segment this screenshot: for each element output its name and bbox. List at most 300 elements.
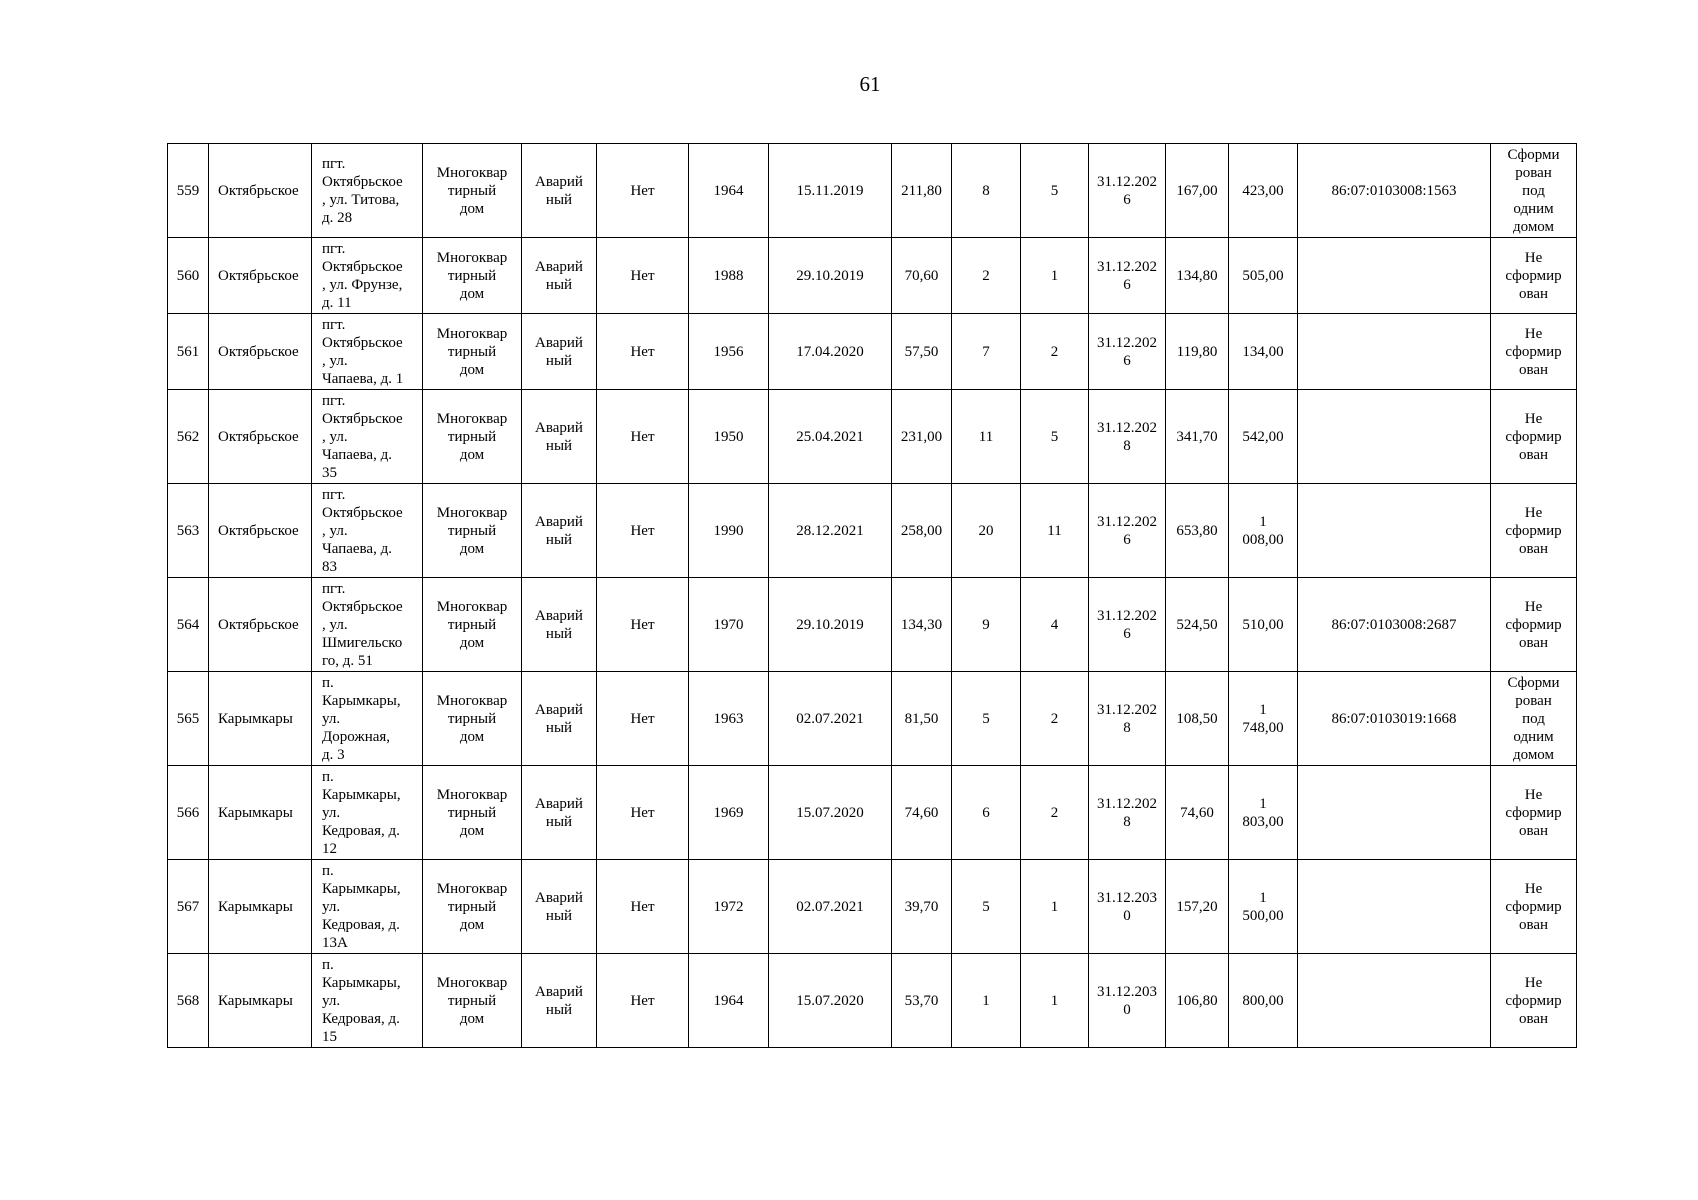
condition-cell — [522, 766, 597, 860]
deadline-cell — [1089, 860, 1166, 954]
address-cell — [312, 390, 423, 484]
building-type-cell — [423, 314, 522, 390]
year-cell — [689, 484, 769, 578]
decision-date-cell-text: 25.04.2021 — [796, 428, 864, 445]
residents-cell — [952, 144, 1021, 238]
row-number — [168, 144, 209, 238]
units-cell-text: 4 — [1050, 616, 1059, 633]
area-cell — [892, 144, 952, 238]
year-cell-text: 1964 — [713, 182, 744, 199]
cost-cell — [1229, 390, 1298, 484]
condition-cell — [522, 314, 597, 390]
units-cell — [1021, 144, 1089, 238]
row-number — [168, 672, 209, 766]
units-cell — [1021, 314, 1089, 390]
cost-cell — [1229, 484, 1298, 578]
municipality-cell-text: Октябрьское — [218, 522, 299, 539]
total-area-cell-text: 134,80 — [1176, 267, 1218, 284]
housing-registry-table — [167, 143, 1577, 1048]
land-status-cell-text: Не сформир ован — [1505, 325, 1562, 378]
deadline-cell — [1089, 314, 1166, 390]
decision-date-cell-text: 15.07.2020 — [796, 804, 864, 821]
cost-cell-text: 1 748,00 — [1242, 701, 1284, 736]
units-cell — [1021, 578, 1089, 672]
land-status-cell-text: Сформи рован под одним домом — [1507, 146, 1560, 235]
land-status-cell — [1491, 766, 1577, 860]
row-number — [168, 390, 209, 484]
address-cell-text: пгт. Октябрьское , ул. Шмигельско го, д. 51 — [322, 580, 403, 669]
building-type-cell — [423, 766, 522, 860]
cost-cell — [1229, 672, 1298, 766]
area-cell — [892, 766, 952, 860]
cost-cell — [1229, 766, 1298, 860]
deadline-cell-text: 31.12.2030 — [1097, 983, 1157, 1018]
condition-cell-text: Аварий ный — [535, 258, 583, 293]
row-number-text: 561 — [176, 343, 200, 360]
flag-cell-text: Нет — [630, 710, 655, 727]
land-status-cell — [1491, 144, 1577, 238]
area-cell-text: 74,60 — [904, 804, 939, 821]
building-type-cell — [423, 144, 522, 238]
units-cell-text: 1 — [1050, 898, 1059, 915]
condition-cell — [522, 238, 597, 314]
flag-cell — [597, 390, 689, 484]
address-cell-text: п. Карымкары, ул. Дорожная, д. 3 — [322, 674, 401, 763]
table-row — [168, 672, 1577, 766]
residents-cell — [952, 314, 1021, 390]
area-cell — [892, 954, 952, 1048]
condition-cell-text: Аварий ный — [535, 983, 583, 1018]
deadline-cell — [1089, 484, 1166, 578]
decision-date-cell — [769, 238, 892, 314]
building-type-cell — [423, 578, 522, 672]
area-cell-text: 39,70 — [904, 898, 939, 915]
year-cell — [689, 144, 769, 238]
decision-date-cell — [769, 390, 892, 484]
total-area-cell — [1166, 238, 1229, 314]
land-status-cell-text: Не сформир ован — [1505, 880, 1562, 933]
deadline-cell — [1089, 238, 1166, 314]
deadline-cell — [1089, 954, 1166, 1048]
table-row — [168, 860, 1577, 954]
units-cell-text: 5 — [1050, 428, 1059, 445]
year-cell — [689, 314, 769, 390]
building-type-cell-text: Многоквар тирный дом — [436, 598, 508, 651]
units-cell-text: 5 — [1050, 182, 1059, 199]
condition-cell — [522, 578, 597, 672]
decision-date-cell — [769, 314, 892, 390]
cadastral-number-cell — [1298, 860, 1491, 954]
condition-cell-text: Аварий ный — [535, 795, 583, 830]
cadastral-number-cell — [1298, 578, 1491, 672]
condition-cell-text: Аварий ный — [535, 334, 583, 369]
flag-cell-text: Нет — [630, 898, 655, 915]
residents-cell — [952, 578, 1021, 672]
deadline-cell-text: 31.12.2028 — [1097, 701, 1157, 736]
flag-cell-text: Нет — [630, 267, 655, 284]
decision-date-cell-text: 29.10.2019 — [796, 616, 864, 633]
table-row — [168, 484, 1577, 578]
year-cell-text: 1972 — [713, 898, 744, 915]
flag-cell — [597, 144, 689, 238]
total-area-cell-text: 108,50 — [1176, 710, 1218, 727]
deadline-cell-text: 31.12.2026 — [1097, 334, 1157, 369]
land-status-cell — [1491, 484, 1577, 578]
deadline-cell — [1089, 672, 1166, 766]
cost-cell-text: 510,00 — [1242, 616, 1284, 633]
year-cell-text: 1964 — [713, 992, 744, 1009]
units-cell — [1021, 390, 1089, 484]
total-area-cell-text: 167,00 — [1176, 182, 1218, 199]
municipality-cell — [209, 238, 312, 314]
deadline-cell-text: 31.12.2030 — [1097, 889, 1157, 924]
deadline-cell-text: 31.12.2026 — [1097, 173, 1157, 208]
row-number — [168, 314, 209, 390]
cadastral-number-cell — [1298, 954, 1491, 1048]
total-area-cell-text: 74,60 — [1180, 804, 1214, 821]
building-type-cell-text: Многоквар тирный дом — [436, 249, 508, 302]
condition-cell — [522, 672, 597, 766]
address-cell-text: п. Карымкары, ул. Кедровая, д. 13А — [322, 862, 401, 951]
row-number-text: 564 — [176, 616, 200, 633]
cost-cell-text: 1 803,00 — [1242, 795, 1284, 830]
condition-cell — [522, 484, 597, 578]
municipality-cell — [209, 766, 312, 860]
table-row — [168, 314, 1577, 390]
condition-cell-text: Аварий ный — [535, 419, 583, 454]
row-number-text: 560 — [176, 267, 200, 284]
flag-cell-text: Нет — [630, 616, 655, 633]
year-cell-text: 1950 — [713, 428, 744, 445]
residents-cell-text: 5 — [982, 898, 990, 915]
residents-cell — [952, 484, 1021, 578]
land-status-cell — [1491, 238, 1577, 314]
cost-cell — [1229, 144, 1298, 238]
condition-cell-text: Аварий ный — [535, 173, 583, 208]
cadastral-number-cell — [1298, 314, 1491, 390]
address-cell-text: пгт. Октябрьское , ул. Титова, д. 28 — [322, 155, 403, 226]
year-cell-text: 1956 — [713, 343, 744, 360]
residents-cell — [952, 672, 1021, 766]
flag-cell — [597, 766, 689, 860]
total-area-cell — [1166, 578, 1229, 672]
residents-cell-text: 20 — [978, 522, 994, 539]
building-type-cell — [423, 238, 522, 314]
municipality-cell-text: Октябрьское — [218, 182, 299, 199]
flag-cell — [597, 860, 689, 954]
units-cell — [1021, 766, 1089, 860]
row-number-text: 562 — [176, 428, 200, 445]
decision-date-cell-text: 02.07.2021 — [796, 710, 864, 727]
area-cell — [892, 314, 952, 390]
cost-cell-text: 505,00 — [1242, 267, 1284, 284]
cost-cell — [1229, 314, 1298, 390]
units-cell — [1021, 860, 1089, 954]
area-cell-text: 231,00 — [900, 428, 943, 445]
total-area-cell — [1166, 672, 1229, 766]
row-number-text: 566 — [176, 804, 200, 821]
land-status-cell — [1491, 672, 1577, 766]
municipality-cell — [209, 860, 312, 954]
units-cell-text: 11 — [1047, 522, 1062, 539]
address-cell-text: п. Карымкары, ул. Кедровая, д. 15 — [322, 956, 401, 1045]
year-cell-text: 1969 — [713, 804, 744, 821]
area-cell-text: 81,50 — [904, 710, 939, 727]
units-cell — [1021, 672, 1089, 766]
cadastral-number-cell-text: 86:07:0103008:2687 — [1331, 616, 1457, 633]
municipality-cell — [209, 314, 312, 390]
address-cell — [312, 672, 423, 766]
decision-date-cell — [769, 672, 892, 766]
residents-cell-text: 11 — [978, 428, 994, 445]
flag-cell-text: Нет — [630, 428, 655, 445]
total-area-cell — [1166, 314, 1229, 390]
residents-cell-text: 1 — [982, 992, 990, 1009]
address-cell-text: пгт. Октябрьское , ул. Чапаева, д. 83 — [322, 486, 403, 575]
land-status-cell-text: Не сформир ован — [1505, 974, 1562, 1027]
table-row — [168, 390, 1577, 484]
cost-cell-text: 134,00 — [1242, 343, 1284, 360]
cadastral-number-cell-text: 86:07:0103008:1563 — [1331, 182, 1457, 199]
year-cell-text: 1970 — [713, 616, 744, 633]
area-cell-text: 211,80 — [901, 182, 942, 199]
deadline-cell — [1089, 578, 1166, 672]
municipality-cell-text: Карымкары — [218, 898, 293, 915]
page-number: 61 — [859, 72, 881, 96]
building-type-cell-text: Многоквар тирный дом — [436, 974, 508, 1027]
row-number-text: 568 — [176, 992, 200, 1009]
area-cell-text: 134,30 — [900, 616, 943, 633]
municipality-cell-text: Карымкары — [218, 710, 293, 727]
row-number — [168, 860, 209, 954]
row-number — [168, 578, 209, 672]
decision-date-cell — [769, 860, 892, 954]
flag-cell — [597, 484, 689, 578]
deadline-cell-text: 31.12.2026 — [1097, 513, 1157, 548]
building-type-cell-text: Многоквар тирный дом — [436, 786, 508, 839]
row-number — [168, 766, 209, 860]
registry-body — [168, 144, 1577, 1048]
cost-cell-text: 1 008,00 — [1242, 513, 1284, 548]
building-type-cell — [423, 390, 522, 484]
table-row — [168, 578, 1577, 672]
cadastral-number-cell — [1298, 484, 1491, 578]
row-number-text: 559 — [176, 182, 200, 199]
row-number-text: 567 — [176, 898, 200, 915]
decision-date-cell — [769, 578, 892, 672]
address-cell — [312, 144, 423, 238]
building-type-cell — [423, 672, 522, 766]
total-area-cell — [1166, 144, 1229, 238]
total-area-cell-text: 157,20 — [1176, 898, 1218, 915]
deadline-cell-text: 31.12.2028 — [1097, 795, 1157, 830]
land-status-cell-text: Не сформир ован — [1505, 410, 1562, 463]
row-number-text: 563 — [176, 522, 200, 539]
cost-cell-text: 800,00 — [1242, 992, 1284, 1009]
decision-date-cell — [769, 954, 892, 1048]
address-cell — [312, 484, 423, 578]
total-area-cell-text: 524,50 — [1176, 616, 1218, 633]
table-row — [168, 144, 1577, 238]
area-cell-text: 53,70 — [904, 992, 939, 1009]
flag-cell — [597, 672, 689, 766]
condition-cell — [522, 860, 597, 954]
cost-cell-text: 1 500,00 — [1242, 889, 1284, 924]
flag-cell-text: Нет — [630, 992, 655, 1009]
deadline-cell-text: 31.12.2028 — [1097, 419, 1157, 454]
table-row — [168, 238, 1577, 314]
land-status-cell — [1491, 860, 1577, 954]
building-type-cell-text: Многоквар тирный дом — [436, 164, 508, 217]
residents-cell — [952, 766, 1021, 860]
residents-cell-text: 7 — [982, 343, 990, 360]
deadline-cell — [1089, 766, 1166, 860]
address-cell — [312, 860, 423, 954]
deadline-cell-text: 31.12.2026 — [1097, 258, 1157, 293]
condition-cell — [522, 954, 597, 1048]
year-cell-text: 1988 — [713, 267, 744, 284]
year-cell-text: 1963 — [713, 710, 744, 727]
flag-cell-text: Нет — [630, 804, 655, 821]
land-status-cell — [1491, 314, 1577, 390]
residents-cell-text: 8 — [982, 182, 990, 199]
units-cell-text: 2 — [1050, 343, 1059, 360]
cost-cell-text: 423,00 — [1242, 182, 1284, 199]
flag-cell-text: Нет — [630, 182, 655, 199]
land-status-cell-text: Не сформир ован — [1505, 786, 1562, 839]
municipality-cell-text: Октябрьское — [218, 267, 299, 284]
condition-cell-text: Аварий ный — [535, 889, 583, 924]
table-row — [168, 954, 1577, 1048]
units-cell — [1021, 954, 1089, 1048]
flag-cell-text: Нет — [630, 522, 655, 539]
deadline-cell — [1089, 390, 1166, 484]
address-cell-text: пгт. Октябрьское , ул. Фрунзе, д. 11 — [322, 240, 403, 311]
decision-date-cell-text: 17.04.2020 — [796, 343, 864, 360]
units-cell-text: 1 — [1050, 267, 1059, 284]
area-cell — [892, 672, 952, 766]
units-cell-text: 1 — [1050, 992, 1059, 1009]
residents-cell — [952, 238, 1021, 314]
row-number — [168, 238, 209, 314]
municipality-cell — [209, 144, 312, 238]
municipality-cell-text: Октябрьское — [218, 428, 299, 445]
condition-cell-text: Аварий ный — [535, 513, 583, 548]
year-cell — [689, 578, 769, 672]
residents-cell-text: 9 — [982, 616, 990, 633]
area-cell — [892, 390, 952, 484]
decision-date-cell — [769, 766, 892, 860]
residents-cell-text: 2 — [982, 267, 990, 284]
decision-date-cell-text: 15.11.2019 — [796, 182, 864, 199]
total-area-cell — [1166, 390, 1229, 484]
decision-date-cell-text: 29.10.2019 — [796, 267, 864, 284]
area-cell-text: 57,50 — [904, 343, 939, 360]
cost-cell — [1229, 954, 1298, 1048]
land-status-cell — [1491, 954, 1577, 1048]
total-area-cell — [1166, 860, 1229, 954]
table-row — [168, 766, 1577, 860]
units-cell-text: 2 — [1050, 710, 1059, 727]
year-cell — [689, 390, 769, 484]
year-cell — [689, 238, 769, 314]
cost-cell-text: 542,00 — [1242, 428, 1284, 445]
residents-cell — [952, 860, 1021, 954]
condition-cell — [522, 390, 597, 484]
total-area-cell-text: 653,80 — [1176, 522, 1218, 539]
cost-cell — [1229, 860, 1298, 954]
row-number — [168, 954, 209, 1048]
land-status-cell-text: Не сформир ован — [1505, 249, 1562, 302]
municipality-cell-text: Карымкары — [218, 804, 293, 821]
residents-cell — [952, 954, 1021, 1048]
building-type-cell — [423, 484, 522, 578]
total-area-cell — [1166, 954, 1229, 1048]
total-area-cell-text: 341,70 — [1176, 428, 1218, 445]
deadline-cell — [1089, 144, 1166, 238]
land-status-cell — [1491, 390, 1577, 484]
area-cell — [892, 238, 952, 314]
land-status-cell — [1491, 578, 1577, 672]
cadastral-number-cell — [1298, 144, 1491, 238]
decision-date-cell — [769, 484, 892, 578]
address-cell — [312, 238, 423, 314]
building-type-cell-text: Многоквар тирный дом — [436, 692, 508, 745]
municipality-cell-text: Октябрьское — [218, 343, 299, 360]
building-type-cell-text: Многоквар тирный дом — [436, 504, 508, 557]
area-cell — [892, 578, 952, 672]
area-cell — [892, 860, 952, 954]
condition-cell-text: Аварий ный — [535, 607, 583, 642]
row-number-text: 565 — [176, 710, 200, 727]
area-cell-text: 70,60 — [904, 267, 939, 284]
condition-cell — [522, 144, 597, 238]
address-cell — [312, 954, 423, 1048]
cadastral-number-cell — [1298, 672, 1491, 766]
flag-cell — [597, 578, 689, 672]
residents-cell-text: 6 — [982, 804, 990, 821]
cost-cell — [1229, 238, 1298, 314]
residents-cell — [952, 390, 1021, 484]
municipality-cell — [209, 578, 312, 672]
address-cell-text: пгт. Октябрьское , ул. Чапаева, д. 1 — [322, 316, 404, 387]
units-cell — [1021, 484, 1089, 578]
land-status-cell-text: Сформи рован под одним домом — [1507, 674, 1560, 763]
deadline-cell-text: 31.12.2026 — [1097, 607, 1157, 642]
municipality-cell — [209, 954, 312, 1048]
residents-cell-text: 5 — [982, 710, 990, 727]
decision-date-cell — [769, 144, 892, 238]
year-cell — [689, 954, 769, 1048]
land-status-cell-text: Не сформир ован — [1505, 504, 1562, 557]
address-cell — [312, 766, 423, 860]
year-cell — [689, 672, 769, 766]
land-status-cell-text: Не сформир ован — [1505, 598, 1562, 651]
decision-date-cell-text: 28.12.2021 — [796, 522, 864, 539]
units-cell-text: 2 — [1050, 804, 1059, 821]
building-type-cell-text: Многоквар тирный дом — [436, 325, 508, 378]
units-cell — [1021, 238, 1089, 314]
decision-date-cell-text: 02.07.2021 — [796, 898, 864, 915]
municipality-cell — [209, 672, 312, 766]
total-area-cell-text: 106,80 — [1176, 992, 1218, 1009]
total-area-cell — [1166, 484, 1229, 578]
address-cell-text: п. Карымкары, ул. Кедровая, д. 12 — [322, 768, 401, 857]
flag-cell — [597, 314, 689, 390]
flag-cell — [597, 238, 689, 314]
flag-cell-text: Нет — [630, 343, 655, 360]
building-type-cell-text: Многоквар тирный дом — [436, 410, 508, 463]
